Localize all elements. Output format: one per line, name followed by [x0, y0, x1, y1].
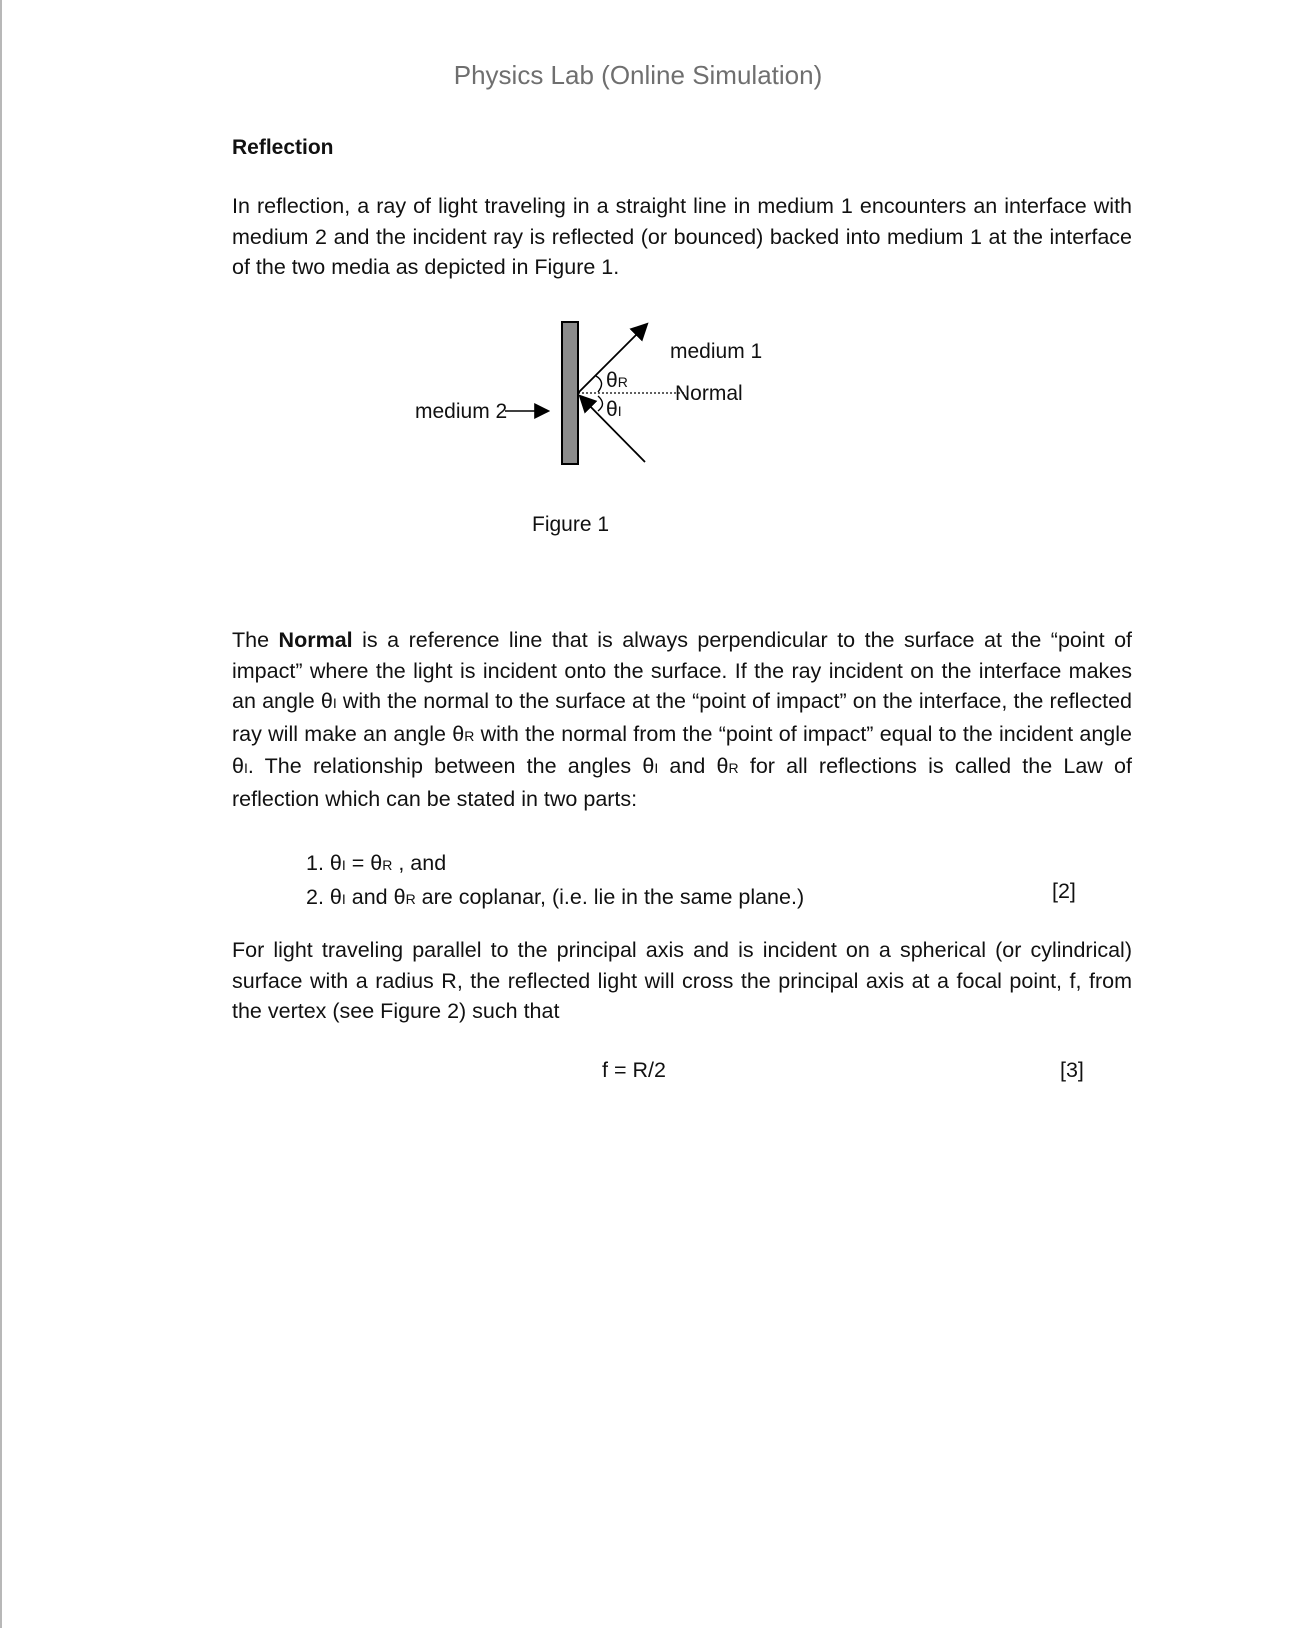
law-item-1: 1. θI = θR , and: [306, 851, 447, 875]
section-heading: Reflection: [232, 136, 334, 159]
focal-equation: f = R/2: [602, 1058, 666, 1082]
label-theta-i: θI: [606, 398, 622, 421]
angle-arc-incident: [598, 396, 603, 411]
angle-arc-reflected: [596, 376, 602, 392]
page-header: Physics Lab (Online Simulation): [453, 60, 823, 90]
normal-term: Normal: [278, 628, 353, 652]
label-medium-2: medium 2: [415, 400, 508, 423]
focal-paragraph: [232, 935, 1132, 1027]
mirror-surface: [562, 322, 578, 464]
focal-text: For light traveling parallel to the principal axis and is incident on a spherical (or cylindrical) surface with a radius R, the reflected light will cross the principal axis at a focal point, f, from the vertex (see Figure 2) such that: [232, 938, 1132, 1023]
normal-paragraph: The Normal is a reference line that is always perpendicular to the surface at the “point of impact” where the light is incident onto the surface. If the ray incident on the interface makes an angle θI with the normal to the surface at the “point of impact” on the interface, the reflected ray will make an angle θR with the normal from the “point of impact” equal to the incident angle θI. The relationship between the angles θI and θR for all reflections is called the Law of reflection which can be stated in two parts:: [232, 628, 1133, 811]
label-medium-1: medium 1: [670, 340, 763, 363]
law-of-reflection-list: [306, 847, 1106, 915]
page-left-edge: [0, 0, 2, 1628]
equation-ref-3: [3]: [1060, 1058, 1084, 1082]
figure-1-caption: Figure 1: [532, 513, 610, 536]
intro-paragraph: [232, 191, 1132, 283]
law-item-2: 2. θI and θR are coplanar, (i.e. lie in the same plane.): [306, 885, 805, 909]
label-normal: Normal: [675, 382, 743, 405]
figure-1: [415, 320, 820, 490]
equation-ref-2: [2]: [1052, 879, 1076, 903]
label-theta-r: θR: [606, 369, 628, 392]
intro-text: In reflection, a ray of light traveling in a straight line in medium 1 encounters an interface with medium 2 and the incident ray is reflected (or bounced) backed into medium 1 at the interface of the two media as depicted in Figure 1.: [232, 194, 1132, 279]
